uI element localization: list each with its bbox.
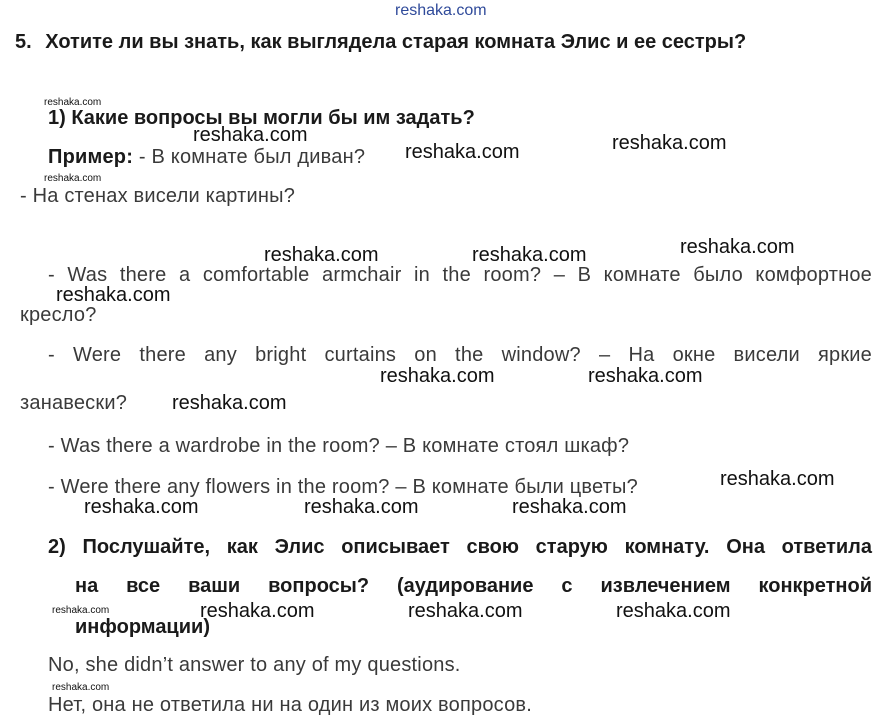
- watermark-small: reshaka.com: [44, 173, 102, 184]
- item-curtains-line2: занавески?: [20, 392, 128, 414]
- watermark: reshaka.com: [264, 244, 379, 266]
- watermark-small: reshaka.com: [52, 605, 110, 616]
- task-title: Хотите ли вы знать, как выглядела старая комната Элис и ее сестры?: [45, 31, 747, 53]
- watermark: reshaka.com: [680, 236, 795, 258]
- watermark: reshaka.com: [200, 600, 315, 622]
- watermark: reshaka.com: [193, 124, 308, 146]
- header-watermark: reshaka.com: [395, 2, 487, 19]
- part1-title: 1) Какие вопросы вы могли бы им задать?: [48, 107, 475, 129]
- watermark: reshaka.com: [56, 284, 171, 306]
- example-line: [48, 146, 365, 169]
- task-heading: [15, 31, 746, 54]
- watermark: reshaka.com: [380, 365, 495, 387]
- watermark: reshaka.com: [84, 496, 199, 518]
- example-text: - В комнате был диван?: [133, 146, 366, 168]
- watermark-small: reshaka.com: [44, 97, 102, 108]
- watermark: reshaka.com: [172, 392, 287, 414]
- watermark: reshaka.com: [720, 468, 835, 490]
- watermark: reshaka.com: [616, 600, 731, 622]
- watermark: reshaka.com: [472, 244, 587, 266]
- item-armchair-line2: кресло?: [20, 304, 97, 326]
- part2-title-line2: на все ваши вопросы? (аудирование с извлечением конкретной: [75, 575, 872, 597]
- part2-title-line1: 2) Послушайте, как Элис описывает свою старую комнату. Она ответила: [48, 536, 872, 558]
- example-label: Пример:: [48, 146, 134, 168]
- watermark: reshaka.com: [588, 365, 703, 387]
- item-armchair-line1: - Was there a comfortable armchair in the room? – В комнате было комфортное: [48, 264, 872, 286]
- item-curtains-line1: - Were there any bright curtains on the window? – На окне висели яркие: [48, 344, 872, 366]
- answer-en: No, she didn’t answer to any of my questions.: [48, 654, 461, 676]
- answer-ru: Нет, она не ответила ни на один из моих вопросов.: [48, 694, 532, 716]
- item-pictures: - На стенах висели картины?: [20, 185, 296, 207]
- watermark: reshaka.com: [405, 141, 520, 163]
- watermark: reshaka.com: [304, 496, 419, 518]
- task-number: 5.: [15, 31, 32, 53]
- item-flowers: - Were there any flowers in the room? – В комнате были цветы?: [48, 476, 638, 498]
- watermark-small: reshaka.com: [52, 682, 110, 693]
- item-wardrobe: - Was there a wardrobe in the room? – В комнате стоял шкаф?: [48, 435, 630, 457]
- watermark: reshaka.com: [408, 600, 523, 622]
- watermark: reshaka.com: [512, 496, 627, 518]
- watermark: reshaka.com: [612, 132, 727, 154]
- part2-title-line3: информации): [75, 616, 210, 638]
